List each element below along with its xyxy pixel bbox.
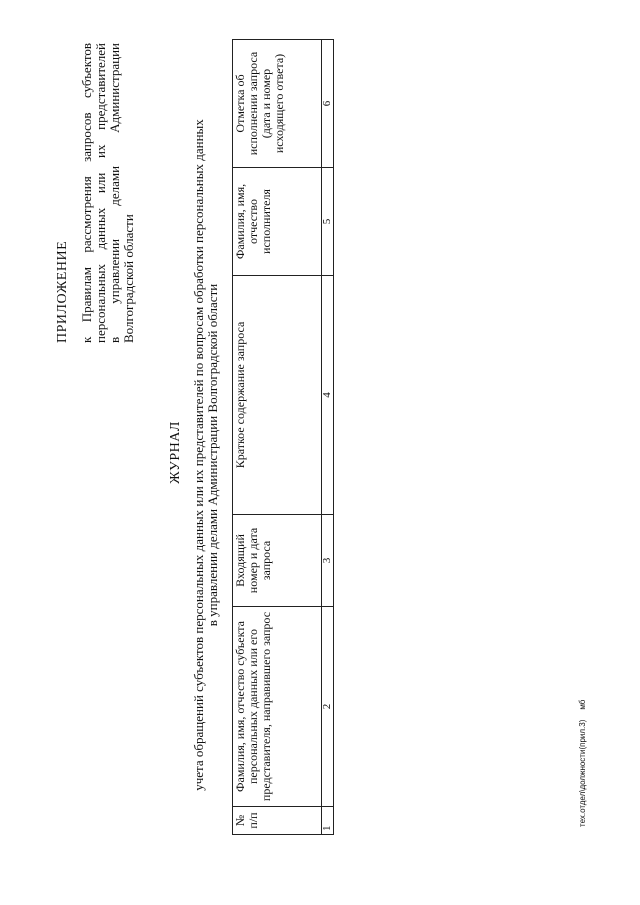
- header-cell-number: № п/п: [233, 807, 322, 835]
- journal-title: ЖУРНАЛ: [168, 421, 183, 484]
- table-header-row: [233, 40, 322, 835]
- appendix-line: к Правилам рассмотрения запросов субъектов: [79, 43, 94, 343]
- appendix-title: ПРИЛОЖЕНИЕ: [55, 240, 70, 343]
- header-cell-executor: Фамилия, имя, отчество исполнителя: [233, 168, 322, 276]
- appendix-line: в управлении делами Администрации: [107, 43, 122, 343]
- journal-subtitle-line: учета обращений субъектов персональных данных или их представителей по вопросам обработки персональных данных: [191, 119, 206, 791]
- footer-code: мб: [578, 699, 587, 710]
- journal-subtitle: [192, 85, 220, 825]
- journal-table: [232, 39, 334, 835]
- header-cell-incoming: Входящий номер и дата запроса: [233, 515, 322, 607]
- appendix-line: персональных данных или их представителей: [93, 43, 108, 343]
- column-number-cell: 2: [322, 607, 334, 807]
- table-number-row: [322, 40, 334, 835]
- column-number-cell: 3: [322, 515, 334, 607]
- column-number-cell: 1: [322, 807, 334, 835]
- footer-note: [578, 700, 587, 827]
- journal-subtitle-line: в управлении делами Администрации Волгоградской области: [205, 283, 220, 627]
- header-cell-completion: Отметка об исполнении запроса (дата и номер исходящего ответа): [233, 40, 322, 168]
- header-cell-summary: Краткое содержание запроса: [233, 276, 322, 515]
- appendix-text: [80, 43, 136, 343]
- footer-path: тех.отдел\должности(прил.3): [578, 719, 587, 827]
- column-number-cell: 6: [322, 40, 334, 168]
- appendix-line: Волгоградской области: [121, 214, 136, 343]
- column-number-cell: 4: [322, 276, 334, 515]
- column-number-cell: 5: [322, 168, 334, 276]
- header-cell-requester: Фамилия, имя, отчество субъекта персональных данных или его представителя, направившего запрос: [233, 607, 322, 807]
